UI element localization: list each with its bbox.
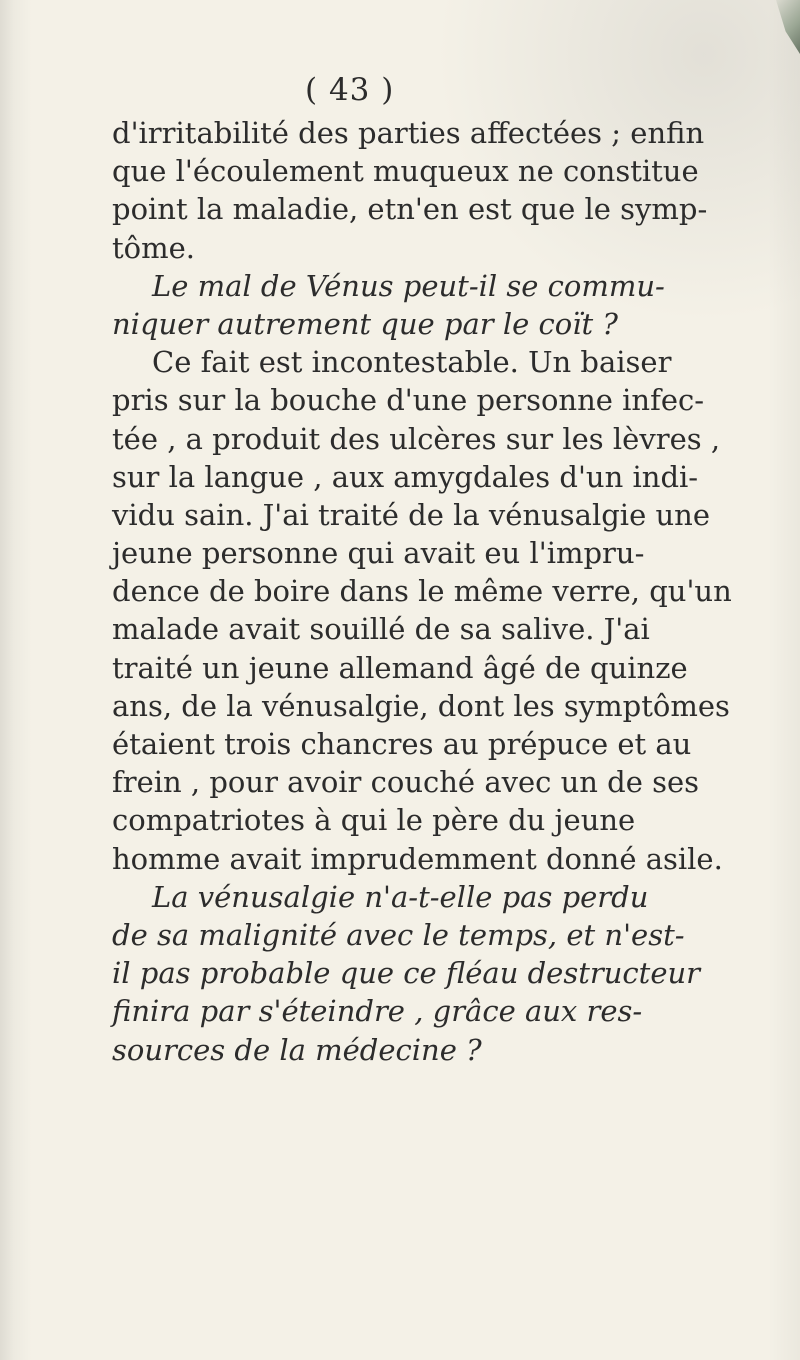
question-line: La vénusalgie n'a-t-elle pas perdu — [152, 879, 649, 914]
page-number: ( 43 ) — [305, 72, 395, 108]
text-line: compatriotes à qui le père du jeune — [112, 803, 636, 838]
text-line: point la maladie, etn'en est que le symp- — [112, 192, 708, 227]
text-line: tôme. — [112, 230, 195, 265]
question-line: niquer autrement que par le coït ? — [112, 306, 618, 341]
text-line: ans, de la vénusalgie, dont les symptômes — [112, 688, 730, 723]
question-line: Le mal de Vénus peut-il se commu- — [152, 268, 665, 303]
text-line: Ce fait est incontestable. Un baiser — [152, 345, 672, 380]
text-line: tée , a produit des ulcères sur les lèvres , — [112, 421, 721, 456]
text-line: pris sur la bouche d'une personne infec- — [112, 383, 705, 418]
corner-stain — [768, 0, 800, 54]
text-line: homme avait imprudemment donné asile. — [112, 841, 723, 876]
text-line: dence de boire dans le même verre, qu'un — [112, 574, 732, 609]
text-line: malade avait souillé de sa salive. J'ai — [112, 612, 650, 647]
text-line: sur la langue , aux amygdales d'un indi- — [112, 459, 699, 494]
text-line: jeune personne qui avait eu l'impru- — [112, 536, 645, 571]
text-line: vidu sain. J'ai traité de la vénusalgie une — [112, 497, 710, 532]
text-line: frein , pour avoir couché avec un de ses — [112, 765, 700, 800]
question-line: de sa malignité avec le temps, et n'est- — [112, 917, 685, 952]
text-line: que l'écoulement muqueux ne constitue — [112, 154, 699, 189]
body-text — [112, 114, 732, 1069]
question-line: sources de la médecine ? — [112, 1032, 482, 1067]
question-line: il pas probable que ce fléau destructeur — [112, 956, 701, 991]
page-edge-shadow — [0, 0, 14, 1360]
question-line: finira par s'éteindre , grâce aux res- — [112, 994, 643, 1029]
text-line: traité un jeune allemand âgé de quinze — [112, 650, 688, 685]
text-line: d'irritabilité des parties affectées ; enfin — [112, 116, 705, 150]
text-line: étaient trois chancres au prépuce et au — [112, 727, 692, 761]
